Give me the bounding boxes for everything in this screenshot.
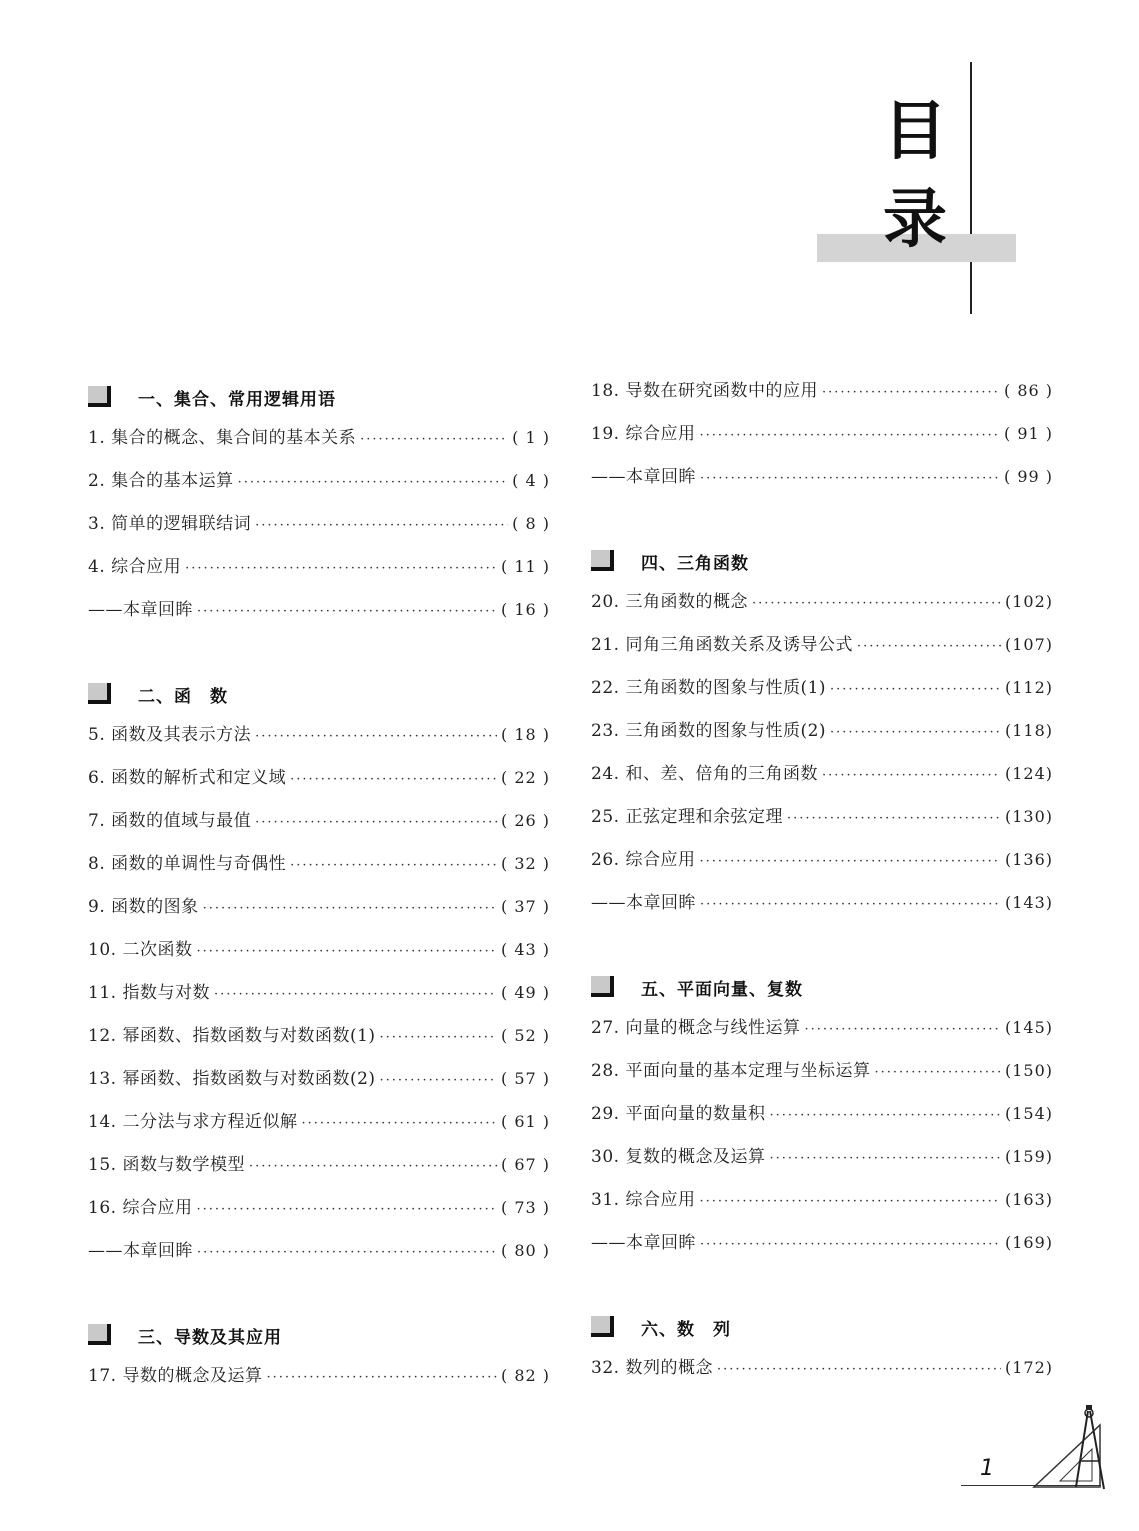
toc-entry (591, 1135, 1053, 1178)
title-vertical-rule (970, 62, 972, 314)
toc-entry (88, 928, 550, 971)
toc-entry-page: ( 86 ) (1003, 381, 1053, 400)
chapter-box-icon (591, 550, 617, 572)
chapter-heading (88, 675, 550, 713)
dot-leader (203, 887, 497, 930)
dot-leader (699, 840, 1001, 883)
chapter-box-icon (88, 386, 114, 408)
toc-entry-page: (159) (1004, 1147, 1053, 1166)
toc-entry-page: ( 52 ) (500, 1026, 550, 1045)
dot-leader (830, 711, 1001, 754)
toc-entry-label: ——本章回眸 (591, 893, 696, 913)
toc-entry-page: (172) (1004, 1358, 1053, 1377)
chapter-title: 三、导数及其应用 (138, 1327, 282, 1348)
toc-entry-page: ( 99 ) (1003, 467, 1053, 486)
chapter-title: 二、函 数 (138, 686, 228, 707)
section-gap (88, 631, 550, 675)
dot-leader (196, 930, 497, 973)
dot-leader (290, 758, 497, 801)
dot-leader (769, 1094, 1001, 1137)
toc-entry-label: 7. 函数的值域与最值 (88, 811, 252, 831)
toc-entry-page: (107) (1004, 635, 1053, 654)
compass-triangle-icon (1030, 1405, 1110, 1495)
chapter-title: 四、三角函数 (641, 553, 749, 574)
toc-entry-label: 20. 三角函数的概念 (591, 592, 748, 612)
dot-leader (700, 1223, 1001, 1266)
dot-leader (197, 1231, 497, 1274)
chapter-title: 六、数 列 (641, 1319, 731, 1340)
dot-leader (290, 844, 497, 887)
toc-entry-page: ( 82 ) (500, 1366, 550, 1385)
toc-entry-label: 18. 导数在研究函数中的应用 (591, 381, 818, 401)
toc-entry-page: (118) (1004, 721, 1053, 740)
toc-entry-page: (130) (1004, 807, 1053, 826)
toc-entry-label: 28. 平面向量的基本定理与坐标运算 (591, 1061, 871, 1081)
toc-entry-label: 21. 同角三角函数关系及诱导公式 (591, 635, 853, 655)
toc-entry-label: 2. 集合的基本运算 (88, 471, 234, 491)
toc-entry-label: 1. 集合的概念、集合间的基本关系 (88, 428, 357, 448)
dot-leader (197, 590, 497, 633)
toc-entry (88, 799, 550, 842)
dot-leader (830, 668, 1001, 711)
toc-entry (88, 545, 550, 588)
toc-entry-label: 19. 综合应用 (591, 424, 696, 444)
dot-leader (857, 625, 1001, 668)
toc-entry-label: 12. 幂函数、指数函数与对数函数(1) (88, 1026, 376, 1046)
dot-leader (804, 1008, 1001, 1051)
toc-entry-label: 24. 和、差、倍角的三角函数 (591, 764, 818, 784)
dot-leader (255, 504, 508, 547)
dot-leader (700, 457, 1000, 500)
section-gap (88, 1272, 550, 1316)
chapter-heading (88, 378, 550, 416)
toc-entry (591, 881, 1053, 924)
toc-entry-page: ( 57 ) (500, 1069, 550, 1088)
chapter-heading (591, 968, 1053, 1006)
page-title-char-2: 录 (883, 182, 947, 257)
toc-entry (88, 1186, 550, 1229)
toc-entry (88, 1014, 550, 1057)
toc-entry-page: ( 67 ) (500, 1155, 550, 1174)
toc-entry-page: ( 26 ) (500, 811, 550, 830)
toc-entry (591, 666, 1053, 709)
toc-right-column (591, 369, 1053, 1389)
toc-entry-page: ( 4 ) (512, 471, 550, 490)
toc-entry-page: ( 91 ) (1003, 424, 1053, 443)
toc-entry-page: ( 49 ) (500, 983, 550, 1002)
toc-entry-label: 16. 综合应用 (88, 1198, 193, 1218)
chapter-title: 一、集合、常用逻辑用语 (138, 389, 336, 410)
toc-entry-page: (136) (1004, 850, 1053, 869)
toc-entry (591, 1346, 1053, 1389)
section-gap (591, 498, 1053, 542)
dot-leader (380, 1059, 497, 1102)
toc-entry-label: 8. 函数的单调性与奇偶性 (88, 854, 287, 874)
toc-entry-label: ——本章回眸 (591, 467, 696, 487)
dot-leader (787, 797, 1001, 840)
section-gap (591, 1264, 1053, 1308)
toc-entry-label: 4. 综合应用 (88, 557, 182, 577)
toc-entry (88, 588, 550, 631)
toc-entry-label: 23. 三角函数的图象与性质(2) (591, 721, 827, 741)
toc-entry (88, 459, 550, 502)
dot-leader (699, 1180, 1001, 1223)
toc-entry-label: 11. 指数与对数 (88, 983, 210, 1003)
toc-entry (88, 1229, 550, 1272)
toc-entry-page: ( 22 ) (500, 768, 550, 787)
toc-entry-label: 10. 二次函数 (88, 940, 193, 960)
toc-entry-page: ( 37 ) (500, 897, 550, 916)
toc-entry-page: (143) (1004, 893, 1053, 912)
toc-entry-label: 30. 复数的概念及运算 (591, 1147, 766, 1167)
toc-entry (591, 455, 1053, 498)
toc-entry-label: 17. 导数的概念及运算 (88, 1366, 263, 1386)
toc-entry-label: 27. 向量的概念与线性运算 (591, 1018, 801, 1038)
dot-leader (255, 801, 497, 844)
toc-entry (591, 1049, 1053, 1092)
toc-entry-page: ( 8 ) (512, 514, 550, 533)
chapter-box-icon (591, 976, 617, 998)
toc-entry (591, 752, 1053, 795)
dot-leader (769, 1137, 1001, 1180)
toc-entry (591, 838, 1053, 881)
toc-entry-page: (150) (1004, 1061, 1053, 1080)
toc-entry (591, 580, 1053, 623)
toc-entry-label: 26. 综合应用 (591, 850, 696, 870)
toc-entry-page: ( 1 ) (512, 428, 550, 447)
toc-entry-page: ( 73 ) (500, 1198, 550, 1217)
toc-entry-label: ——本章回眸 (591, 1233, 696, 1253)
page-title-char-1: 目 (883, 94, 947, 169)
toc-entry-page: ( 43 ) (500, 940, 550, 959)
toc-entry-label: ——本章回眸 (88, 600, 193, 620)
dot-leader (700, 883, 1001, 926)
dot-leader (238, 461, 509, 504)
dot-leader (380, 1016, 497, 1059)
dot-leader (699, 414, 1000, 457)
toc-entry (591, 795, 1053, 838)
dot-leader (822, 371, 1000, 414)
toc-entry (591, 369, 1053, 412)
toc-entry-page: ( 11 ) (500, 557, 550, 576)
toc-entry-label: 29. 平面向量的数量积 (591, 1104, 766, 1124)
toc-entry (88, 1057, 550, 1100)
dot-leader (249, 1145, 497, 1188)
toc-entry-label: 13. 幂函数、指数函数与对数函数(2) (88, 1069, 376, 1089)
toc-entry (88, 885, 550, 928)
toc-entry-page: (154) (1004, 1104, 1053, 1123)
toc-entry (591, 412, 1053, 455)
toc-entry-page: (102) (1004, 592, 1053, 611)
toc-entry (88, 713, 550, 756)
dot-leader (360, 418, 508, 461)
dot-leader (266, 1356, 497, 1399)
toc-entry (88, 756, 550, 799)
toc-entry (88, 1100, 550, 1143)
toc-entry-label: 9. 函数的图象 (88, 897, 199, 917)
toc-entry (88, 416, 550, 459)
dot-leader (196, 1188, 497, 1231)
chapter-box-icon (591, 1316, 617, 1338)
dot-leader (874, 1051, 1001, 1094)
toc-entry-page: (112) (1004, 678, 1053, 697)
toc-entry-label: 5. 函数及其表示方法 (88, 725, 252, 745)
toc-entry (591, 1221, 1053, 1264)
dot-leader (255, 715, 497, 758)
dot-leader (752, 582, 1001, 625)
toc-entry-label: 25. 正弦定理和余弦定理 (591, 807, 783, 827)
toc-left-column (88, 378, 550, 1397)
toc-entry (88, 502, 550, 545)
toc-entry-label: 3. 简单的逻辑联结词 (88, 514, 252, 534)
toc-entry-label: 14. 二分法与求方程近似解 (88, 1112, 298, 1132)
toc-entry (88, 1143, 550, 1186)
chapter-box-icon (88, 683, 114, 705)
chapter-box-icon (88, 1324, 114, 1346)
toc-entry (591, 623, 1053, 666)
toc-entry-page: (124) (1004, 764, 1053, 783)
toc-entry (591, 709, 1053, 752)
toc-entry-page: ( 32 ) (500, 854, 550, 873)
toc-entry-label: 6. 函数的解析式和定义域 (88, 768, 287, 788)
toc-entry-label: 32. 数列的概念 (591, 1358, 713, 1378)
toc-entry (88, 1354, 550, 1397)
toc-entry-page: (145) (1004, 1018, 1053, 1037)
toc-entry (591, 1092, 1053, 1135)
dot-leader (717, 1348, 1001, 1391)
dot-leader (822, 754, 1001, 797)
toc-entry-page: ( 80 ) (500, 1241, 550, 1260)
dot-leader (214, 973, 497, 1016)
dot-leader (301, 1102, 497, 1145)
toc-entry-page: ( 16 ) (500, 600, 550, 619)
toc-entry-page: ( 61 ) (500, 1112, 550, 1131)
chapter-title: 五、平面向量、复数 (641, 979, 803, 1000)
chapter-heading (591, 542, 1053, 580)
dot-leader (185, 547, 497, 590)
toc-entry (88, 842, 550, 885)
chapter-heading (591, 1308, 1053, 1346)
toc-entry (88, 971, 550, 1014)
section-gap (591, 924, 1053, 968)
toc-entry (591, 1006, 1053, 1049)
toc-entry-page: (169) (1004, 1233, 1053, 1252)
toc-entry (591, 1178, 1053, 1221)
toc-entry-page: ( 18 ) (500, 725, 550, 744)
toc-entry-label: 31. 综合应用 (591, 1190, 696, 1210)
toc-entry-label: ——本章回眸 (88, 1241, 193, 1261)
toc-entry-label: 22. 三角函数的图象与性质(1) (591, 678, 827, 698)
toc-entry-label: 15. 函数与数学模型 (88, 1155, 245, 1175)
page-number: 1 (980, 1456, 994, 1481)
chapter-heading (88, 1316, 550, 1354)
toc-entry-page: (163) (1004, 1190, 1053, 1209)
